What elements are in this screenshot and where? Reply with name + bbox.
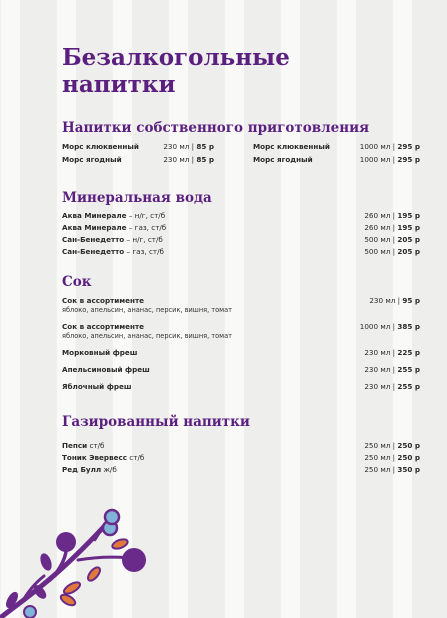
item-volume-price: 500 мл | 205 р [364,247,420,256]
menu-item: Тоник Эвервесс ст/б [62,453,145,462]
menu-item: Морковный фреш [62,348,138,357]
menu-item: Аква Минерале – н/г, ст/б [62,211,166,220]
item-volume-price: 260 мл | 195 р [364,211,420,220]
item-volume-price: 230 мл | 95 р [369,296,420,305]
menu-item: Яблочный фреш [62,382,132,391]
page-title-line1: Безалкогольные [62,44,290,71]
menu-item: Сан-Бенедетто – газ, ст/б [62,247,164,256]
item-volume-price: 250 мл | 350 р [364,465,420,474]
item-volume-price: 1000 мл | 295 р [359,142,420,151]
menu-item: Апельсиновый фреш [62,365,150,374]
page-title-line2: напитки [62,71,176,98]
menu-item: Морс ягодный [62,155,122,164]
menu-item: Сок в ассортименте [62,322,145,331]
item-volume-price: 230 мл | 255 р [364,365,420,374]
menu-item: Морс клюквенный [62,142,139,151]
menu-item: Сок в ассортименте [62,296,145,305]
item-volume-price: 500 мл | 205 р [364,235,420,244]
menu-item: Ред Булл ж/б [62,465,117,474]
item-volume-price: 250 мл | 250 р [364,453,420,462]
menu-item: Морс ягодный [253,155,313,164]
menu-item: Аква Минерале – газ, ст/б [62,223,167,232]
item-note: яблоко, апельсин, ананас, персик, вишня, томат [62,332,233,340]
item-volume-price: 260 мл | 195 р [364,223,420,232]
section-heading-soda: Газированный напитки [62,414,250,430]
item-volume-price: 230 мл | 225 р [364,348,420,357]
section-heading-own: Напитки собственного приготовления [62,120,370,136]
section-heading-mineral: Минеральная вода [62,190,212,206]
item-volume-price: 230 мл | 255 р [364,382,420,391]
menu-item: Морс клюквенный [253,142,330,151]
item-volume-price: 230 мл | 85 р [163,155,214,164]
section-heading-juice: Сок [62,274,92,290]
item-volume-price: 1000 мл | 295 р [359,155,420,164]
menu-item: Сан-Бенедетто – н/г, ст/б [62,235,163,244]
menu-item: Пепси ст/б [62,441,105,450]
item-volume-price: 1000 мл | 385 р [359,322,420,331]
item-volume-price: 230 мл | 85 р [163,142,214,151]
item-volume-price: 250 мл | 250 р [364,441,420,450]
page-title [62,44,290,98]
berry-branch-illustration [0,500,160,618]
item-note: яблоко, апельсин, ананас, персик, вишня, томат [62,306,233,314]
